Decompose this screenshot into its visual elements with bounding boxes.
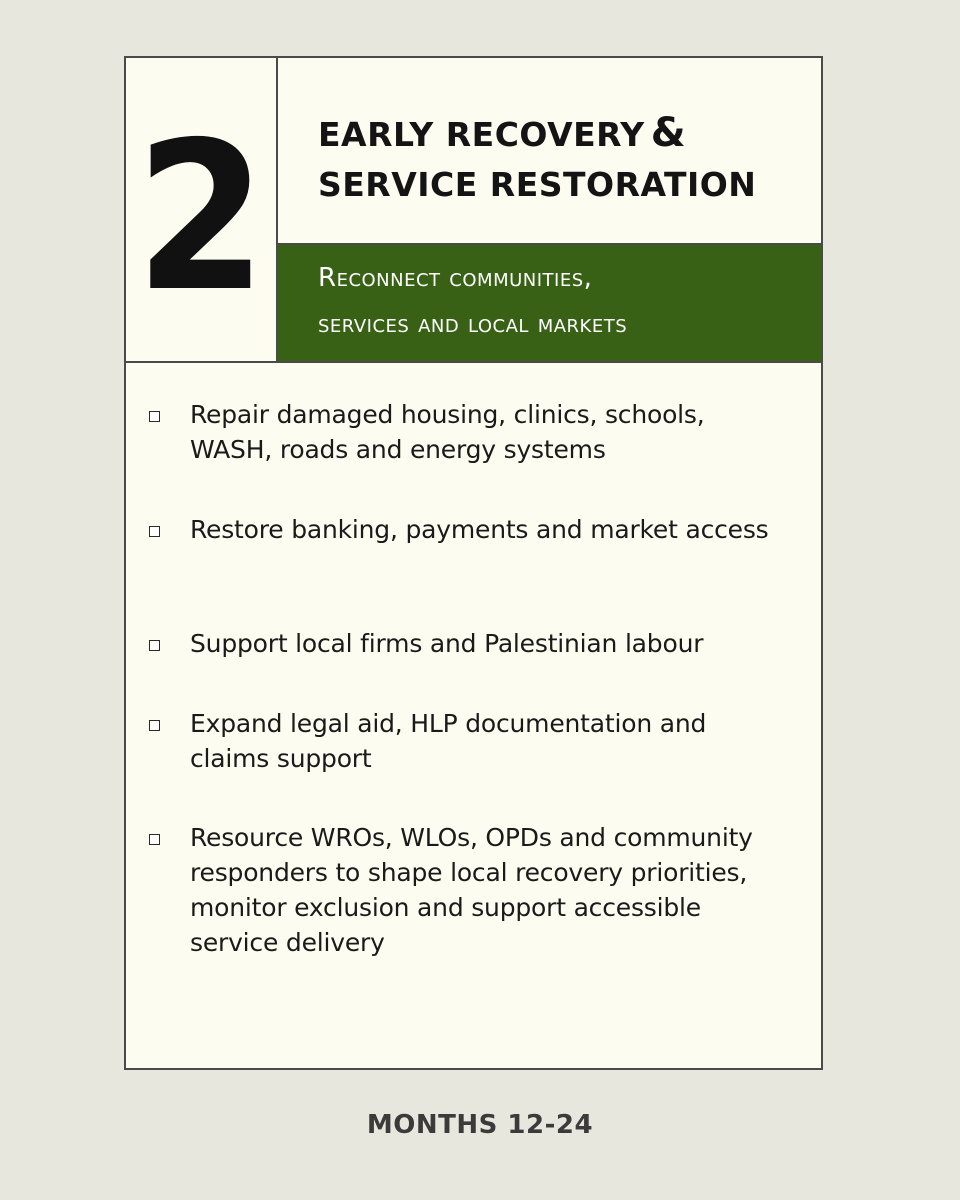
timeframe-label: MONTHS 12-24 (366, 1110, 594, 1140)
list-item-text: Expand legal aid, HLP documentation and claims support (190, 709, 707, 773)
list-item-text: Restore banking, payments and market access (190, 515, 769, 544)
phase-card (124, 56, 823, 1070)
checkbox-icon (149, 834, 160, 845)
checkbox-icon (149, 640, 160, 651)
title-ampersand: & (650, 110, 687, 156)
checkbox-icon (149, 411, 160, 422)
phase-number-cell (126, 58, 278, 361)
title-cell (278, 58, 821, 243)
title-line-1: EARLY RECOVERY (318, 115, 645, 154)
list-item-text: Support local firms and Palestinian labour (190, 629, 704, 658)
card-header (126, 58, 821, 363)
subtitle-line-2: services and local markets (318, 309, 628, 339)
checkbox-icon (149, 526, 160, 537)
list-item-text: Resource WROs, WLOs, OPDs and community responders to shape local recovery priorities, monitor exclusion and support accessible service delivery (190, 823, 753, 957)
phase-title (318, 108, 756, 210)
subtitle-banner (278, 243, 821, 361)
checkbox-icon (149, 720, 160, 731)
phase-subtitle (318, 255, 627, 347)
subtitle-line-1: Reconnect communities, (318, 263, 593, 293)
title-line-2: SERVICE RESTORATION (318, 165, 757, 204)
phase-number: 2 (135, 99, 267, 337)
list-item-text: Repair damaged housing, clinics, schools, WASH, roads and energy systems (190, 400, 705, 464)
